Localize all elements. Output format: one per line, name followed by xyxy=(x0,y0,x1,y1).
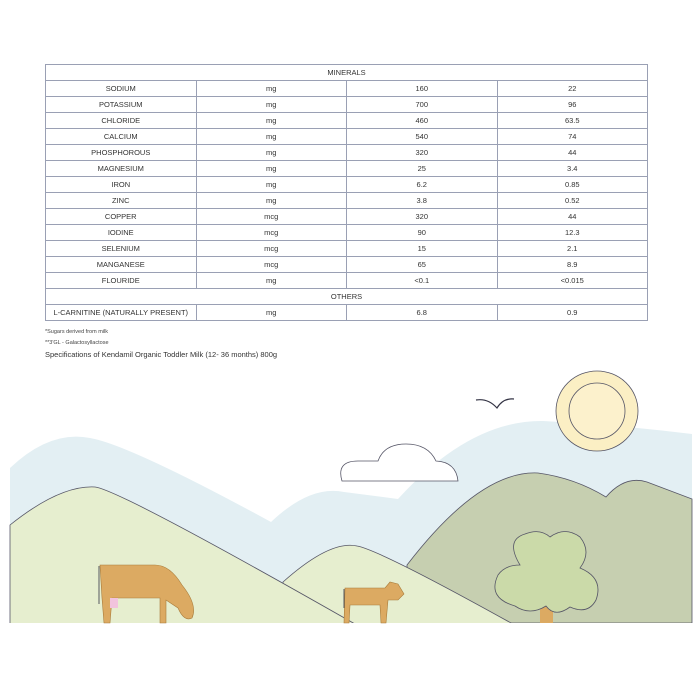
footnote-sugars: *Sugars derived from milk xyxy=(45,329,108,335)
cell-per100ml: 44 xyxy=(497,145,648,161)
cell-unit: mg xyxy=(196,97,347,113)
cell-per100ml: 3.4 xyxy=(497,161,648,177)
cell-name: SELENIUM xyxy=(46,241,197,257)
cell-per100g: 320 xyxy=(347,145,498,161)
cell-per100g: 25 xyxy=(347,161,498,177)
cell-per100ml: 22 xyxy=(497,81,648,97)
cell-per100g: 65 xyxy=(347,257,498,273)
cell-name: MANGANESE xyxy=(46,257,197,273)
cell-per100g: 15 xyxy=(347,241,498,257)
section-header: OTHERS xyxy=(46,289,648,305)
cell-name: COPPER xyxy=(46,209,197,225)
cell-per100ml: 44 xyxy=(497,209,648,225)
cell-per100g: 540 xyxy=(347,129,498,145)
cell-unit: mg xyxy=(196,129,347,145)
cell-name: MAGNESIUM xyxy=(46,161,197,177)
cell-name: POTASSIUM xyxy=(46,97,197,113)
cell-unit: mg xyxy=(196,145,347,161)
cell-per100g: 460 xyxy=(347,113,498,129)
cell-name: CALCIUM xyxy=(46,129,197,145)
cell-name: CHLORIDE xyxy=(46,113,197,129)
cell-name: IODINE xyxy=(46,225,197,241)
cloud-icon xyxy=(341,444,458,481)
cell-unit: mg xyxy=(196,81,347,97)
cell-unit: mg xyxy=(196,113,347,129)
cell-unit: mg xyxy=(196,305,347,321)
product-caption: Specifications of Kendamil Organic Toddler Milk (12- 36 months) 800g xyxy=(45,350,278,359)
sun-icon xyxy=(556,371,638,451)
cell-per100g: 160 xyxy=(347,81,498,97)
bird-icon xyxy=(476,399,514,408)
cell-per100g: 700 xyxy=(347,97,498,113)
cell-unit: mcg xyxy=(196,209,347,225)
cell-per100ml: 0.52 xyxy=(497,193,648,209)
cell-name: SODIUM xyxy=(46,81,197,97)
cell-per100ml: 0.85 xyxy=(497,177,648,193)
cell-per100g: 320 xyxy=(347,209,498,225)
cell-per100ml: 74 xyxy=(497,129,648,145)
cell-name: ZINC xyxy=(46,193,197,209)
cell-unit: mg xyxy=(196,193,347,209)
cell-unit: mg xyxy=(196,161,347,177)
cell-unit: mcg xyxy=(196,225,347,241)
cell-per100ml: 8.9 xyxy=(497,257,648,273)
cell-unit: mcg xyxy=(196,257,347,273)
cell-per100ml: 12.3 xyxy=(497,225,648,241)
cell-per100ml: 63.5 xyxy=(497,113,648,129)
cell-per100ml: 2.1 xyxy=(497,241,648,257)
cell-name: L-CARNITINE (NATURALLY PRESENT) xyxy=(46,305,197,321)
cell-name: IRON xyxy=(46,177,197,193)
cell-unit: mcg xyxy=(196,241,347,257)
section-header: MINERALS xyxy=(46,65,648,81)
cell-name: FLOURIDE xyxy=(46,273,197,289)
cell-per100g: <0.1 xyxy=(347,273,498,289)
cell-per100ml: 0.9 xyxy=(497,305,648,321)
cell-per100g: 6.8 xyxy=(347,305,498,321)
cell-unit: mg xyxy=(196,273,347,289)
cell-per100g: 90 xyxy=(347,225,498,241)
footnote-3gl: **3'GL - Galactosyllactose xyxy=(45,340,109,346)
cell-per100ml: 96 xyxy=(497,97,648,113)
cell-per100g: 6.2 xyxy=(347,177,498,193)
cell-unit: mg xyxy=(196,177,347,193)
cell-per100ml: <0.015 xyxy=(497,273,648,289)
cell-per100g: 3.8 xyxy=(347,193,498,209)
cell-name: PHOSPHOROUS xyxy=(46,145,197,161)
